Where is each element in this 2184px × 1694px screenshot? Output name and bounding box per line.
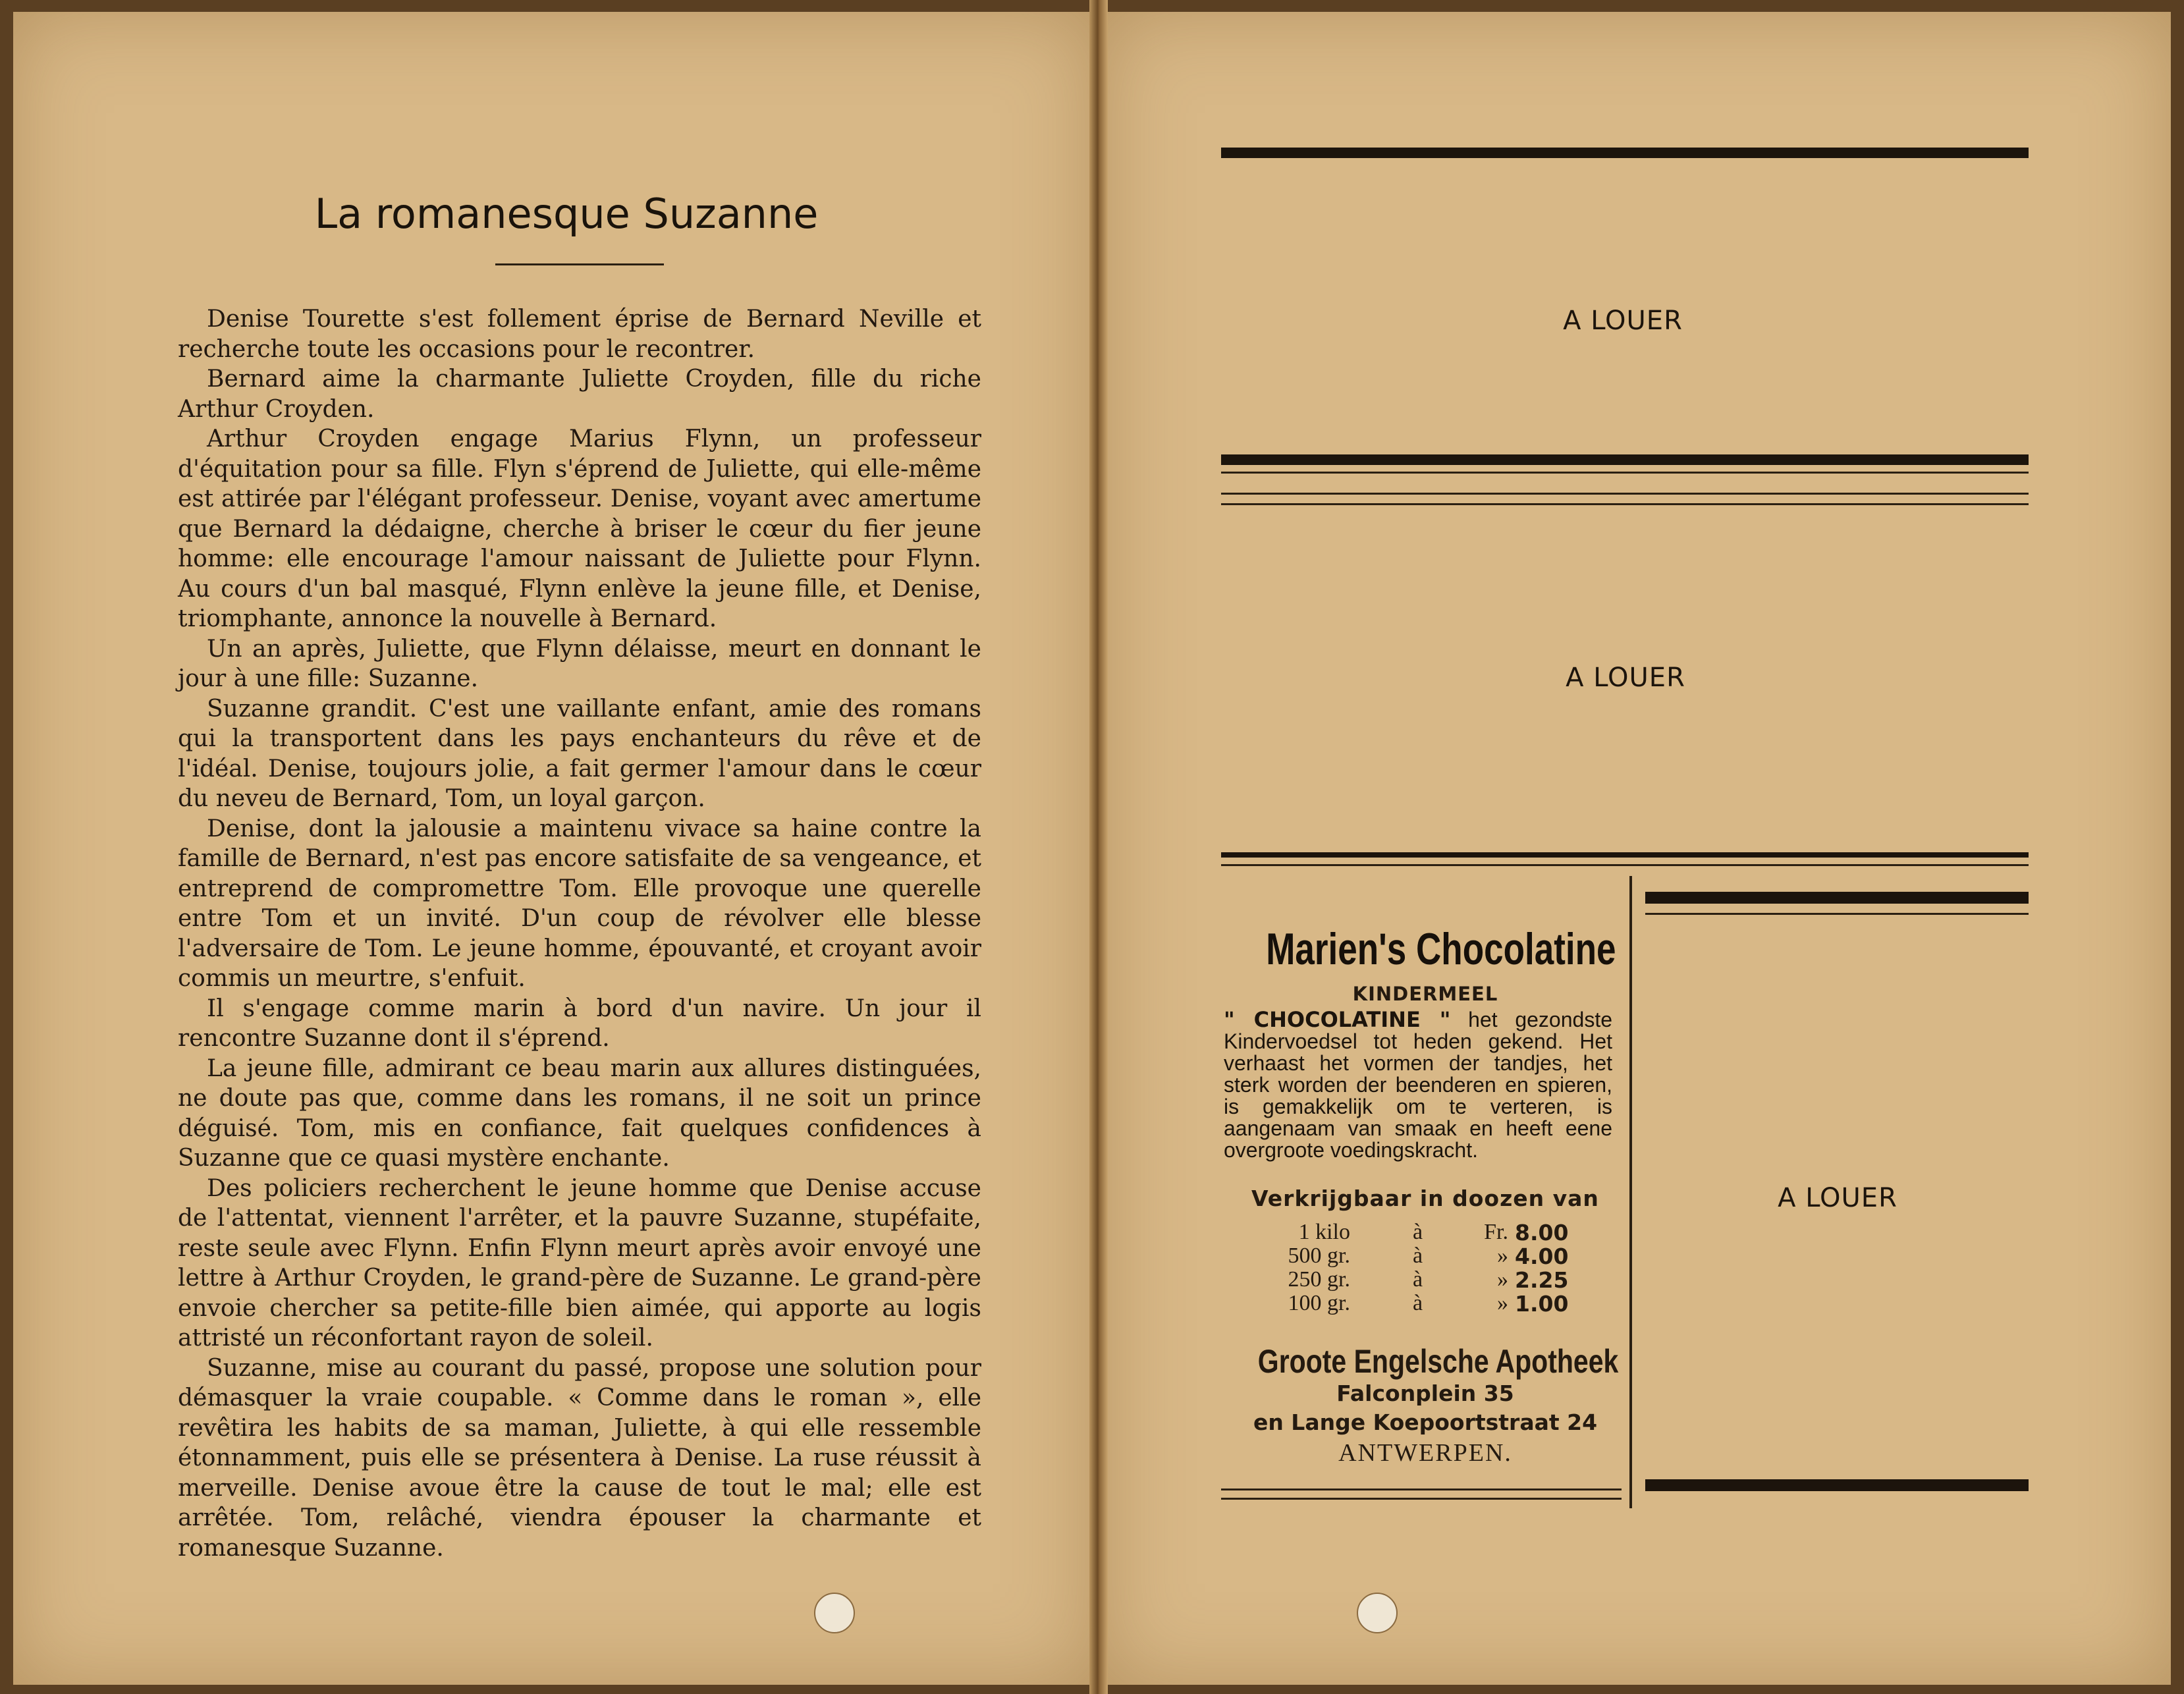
price-at: à <box>1413 1267 1423 1292</box>
section-rule-1 <box>1221 454 2029 465</box>
ad-address-line1: Falconplein 35 <box>1336 1380 1514 1406</box>
price-qty: 500 gr. <box>1288 1243 1350 1268</box>
story-text <box>178 304 981 1563</box>
story-paragraph: Suzanne grandit. C'est une vaillante enfant, amie des romans qui la transportent dans les pays enchanteurs du rêve et de l'idéal. Denise, toujours jolie, a fait germer l'amour dans le cœur du neveu de Bernard, Tom, un loyal garçon. <box>178 695 981 812</box>
price-currency: » <box>1497 1243 1508 1268</box>
price-value: 4.00 <box>1515 1243 1569 1269</box>
right-column-top-rule <box>1645 892 2029 904</box>
ad-body <box>1224 1009 1612 1161</box>
section-thin-rule-3 <box>1221 503 2029 505</box>
punch-hole-right <box>1357 1593 1398 1633</box>
ad-product-name: " CHOCOLATINE " <box>1224 1007 1451 1032</box>
price-table <box>1251 1220 1594 1315</box>
price-qty: 100 gr. <box>1288 1291 1350 1315</box>
ad-city: ANTWERPEN. <box>1338 1439 1512 1467</box>
ad-address-line2: en Lange Koepoortstraat 24 <box>1253 1409 1598 1435</box>
section-thin-rule-1 <box>1221 472 2029 474</box>
story-paragraph: Suzanne, mise au courant du passé, propose une solution pour démasquer la vraie coupable. « Comme dans le roman », elle revêtira les habits de sa maman, Juliette, à qui elle ressemble étonnamment, puis elle se présentera à Denise. La ruse réussit à merveille. Denise avoue être la cause de tout le mal; elle est arrêtée. Tom, relâché, viendra épouser la charmante et romanesque Suzanne. <box>178 1354 981 1562</box>
story-paragraph: Il s'engage comme marin à bord d'un navire. Un jour il rencontre Suzanne dont il s'éprend. <box>178 995 981 1052</box>
punch-hole-left <box>814 1593 855 1633</box>
price-row <box>1251 1243 1594 1267</box>
right-column-bottom-rule <box>1645 1479 2029 1491</box>
story-paragraph: La jeune fille, admirant ce beau marin aux allures distinguées, ne doute pas que, comme dans les romans, il ne soit un prince déguisé. Tom, mis en confiance, fait quelques confidences à Suzanne que ce quasi mystère enchante. <box>178 1054 981 1172</box>
price-currency: » <box>1497 1267 1508 1292</box>
price-row <box>1251 1220 1594 1243</box>
bottom-thin-rule-2 <box>1221 1498 1622 1500</box>
story-paragraph: Arthur Croyden engage Marius Flynn, un professeur d'équitation pour sa fille. Flyn s'éprend de Juliette, qui elle-même est attirée par l'élégant professeur. Denise, voyant avec amertume que Bernard la dédaigne, cherche à briser le cœur du fier jeune homme: elle encourage l'amour naissant de Juliette pour Flynn. Au cours d'un bal masqué, Flynn enlève la jeune fille, et Denise, triomphante, annonce la nouvelle à Bernard. <box>178 425 981 632</box>
ad-availability: Verkrijgbaar in doozen van <box>1251 1186 1599 1211</box>
title-rule <box>495 263 664 265</box>
story-paragraph: Un an après, Juliette, que Flynn délaisse, meurt en donnant le jour à une fille: Suzanne. <box>178 635 981 692</box>
story-paragraph: Denise, dont la jalousie a maintenu vivace sa haine contre la famille de Bernard, n'est pas encore satisfaite de sa vengeance, et entreprend de compromettre Tom. Elle provoque une querelle entre Tom et un invité. D'un coup de révolver elle blesse l'adversaire de Tom. Le jeune homme, épouvanté, et croyant avoir commis un meurtre, s'enfuit. <box>178 815 981 992</box>
ad-title: Marien's Chocolatine <box>1266 924 1616 974</box>
story-paragraph: Denise Tourette s'est follement éprise de Bernard Neville et recherche toute les occasions pour le recontrer. <box>178 306 981 363</box>
section-thin-rule-4 <box>1221 864 2029 866</box>
price-row <box>1251 1267 1594 1291</box>
section-rule-2 <box>1221 852 2029 858</box>
price-at: à <box>1413 1243 1423 1268</box>
price-value: 2.25 <box>1515 1267 1569 1293</box>
ad-shop-name: Groote Engelsche Apotheek <box>1257 1343 1619 1380</box>
story-paragraph: Bernard aime la charmante Juliette Croyden, fille du riche Arthur Croyden. <box>178 366 981 423</box>
right-column-thin-rule <box>1645 913 2029 915</box>
column-divider <box>1629 876 1632 1508</box>
price-at: à <box>1413 1291 1423 1315</box>
ad-body-text: het gezondste Kindervoedsel tot heden gekend. Het verhaast het vormen der tandjes, het sterk worden der beenderen en spieren, is gemakkelijk om te verteren, is aangenaam van smaak en heeft eene overgroote voedingskracht. <box>1224 1008 1613 1162</box>
top-rule <box>1221 148 2029 158</box>
price-value: 1.00 <box>1515 1291 1569 1317</box>
price-row <box>1251 1291 1594 1315</box>
price-currency: Fr. <box>1484 1220 1508 1244</box>
price-at: à <box>1413 1220 1423 1244</box>
ad-slot-middle: A LOUER <box>1566 663 1685 693</box>
book-gutter <box>1089 0 1108 1694</box>
ad-subtitle: KINDERMEEL <box>1352 983 1498 1005</box>
section-thin-rule-2 <box>1221 493 2029 495</box>
price-qty: 1 kilo <box>1298 1220 1350 1244</box>
price-value: 8.00 <box>1515 1220 1569 1245</box>
price-qty: 250 gr. <box>1288 1267 1350 1292</box>
story-paragraph: Des policiers recherchent le jeune homme que Denise accuse de l'attentat, viennent l'arrêter, et la pauvre Suzanne, stupéfaite, reste seule avec Flynn. Enfin Flynn meurt après avoir envoyé une lettre à Arthur Croyden, le grand-père de Suzanne. Le grand-père envoie chercher sa petite-fille bien aimée, qui apporte au logis attristé un réconfortant rayon de soleil. <box>178 1174 981 1352</box>
bottom-thin-rule-1 <box>1221 1489 1622 1490</box>
story-title: La romanesque Suzanne <box>314 190 819 238</box>
price-currency: » <box>1497 1291 1508 1315</box>
ad-slot-top: A LOUER <box>1563 306 1683 336</box>
ad-slot-right: A LOUER <box>1778 1183 1897 1213</box>
